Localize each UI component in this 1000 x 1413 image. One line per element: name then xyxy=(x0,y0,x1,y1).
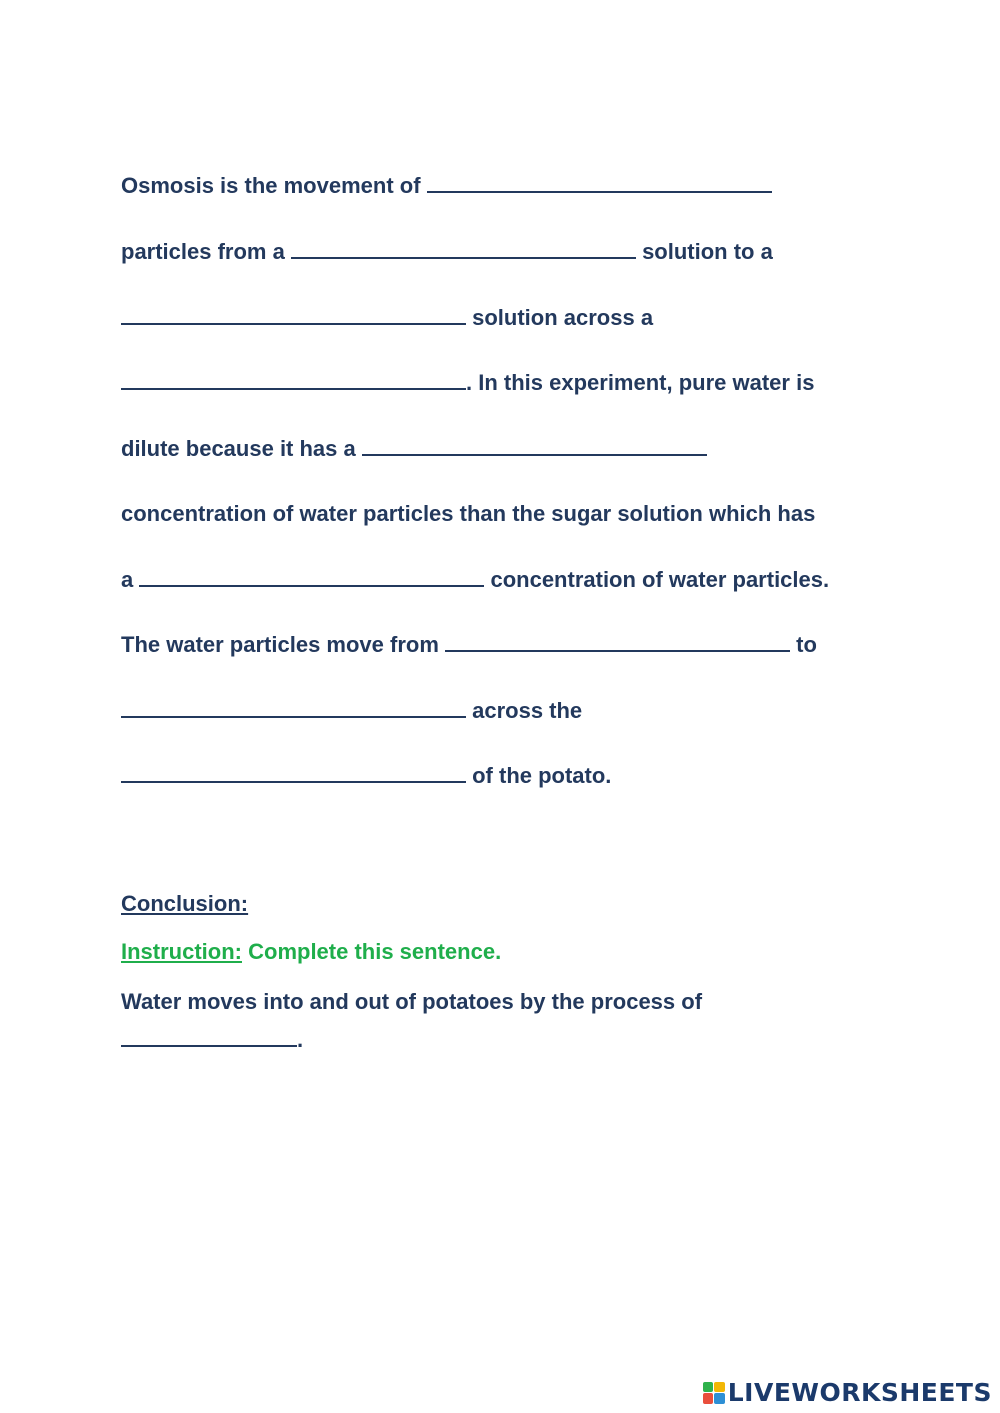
line-text: a xyxy=(121,567,140,592)
logo-tile xyxy=(703,1382,714,1393)
worksheet-line-10 xyxy=(121,762,611,790)
answer-suffix: . xyxy=(297,1027,304,1052)
line-text: concentration of water particles. xyxy=(484,567,830,592)
line-text: concentration of water particles than the sugar solution which has xyxy=(121,501,816,526)
answer-blank-9[interactable] xyxy=(121,763,466,783)
line-text: Osmosis is the movement of xyxy=(121,173,427,198)
answer-blank-5[interactable] xyxy=(362,436,707,456)
line-text: The water particles move from xyxy=(121,632,445,657)
liveworksheets-logo xyxy=(703,1378,992,1407)
worksheet-line-1 xyxy=(121,172,772,200)
line-text: of the potato. xyxy=(466,763,612,788)
worksheet-line-7 xyxy=(121,566,829,594)
answer-blank-1[interactable] xyxy=(427,173,772,193)
logo-tile xyxy=(714,1393,725,1404)
line-text: solution across a xyxy=(466,305,654,330)
instruction-label: Instruction: xyxy=(121,939,242,964)
worksheet-line-4 xyxy=(121,369,814,397)
instruction-text: Complete this sentence. xyxy=(242,939,502,964)
worksheet-line-5 xyxy=(121,435,707,463)
line-text: dilute because it has a xyxy=(121,436,362,461)
line-text: solution to a xyxy=(635,239,773,264)
worksheet-line-2 xyxy=(121,238,773,266)
answer-blank-3[interactable] xyxy=(121,305,466,325)
answer-blank-2[interactable] xyxy=(291,239,636,259)
line-text: across the xyxy=(466,698,583,723)
logo-text: LIVEWORKSHEETS xyxy=(727,1378,992,1407)
worksheet-line-3 xyxy=(121,304,653,332)
answer-blank-6[interactable] xyxy=(139,567,484,587)
line-text: . In this experiment, pure water is xyxy=(466,370,815,395)
conclusion-answer-line xyxy=(121,1026,303,1054)
logo-tile xyxy=(703,1393,714,1404)
answer-blank-7[interactable] xyxy=(445,632,790,652)
line-text: to xyxy=(790,632,817,657)
answer-blank-8[interactable] xyxy=(121,698,466,718)
liveworksheets-logo-icon xyxy=(703,1382,725,1404)
conclusion-heading: Conclusion: xyxy=(121,891,249,916)
worksheet-line-6 xyxy=(121,500,815,528)
answer-blank-4[interactable] xyxy=(121,370,466,390)
conclusion-sentence: Water moves into and out of potatoes by the process of xyxy=(121,989,703,1014)
instruction-line xyxy=(121,938,501,966)
logo-tile xyxy=(714,1382,725,1393)
worksheet-line-9 xyxy=(121,697,582,725)
answer-blank-10[interactable] xyxy=(121,1027,297,1047)
worksheet-line-8 xyxy=(121,631,817,659)
line-text: particles from a xyxy=(121,239,291,264)
